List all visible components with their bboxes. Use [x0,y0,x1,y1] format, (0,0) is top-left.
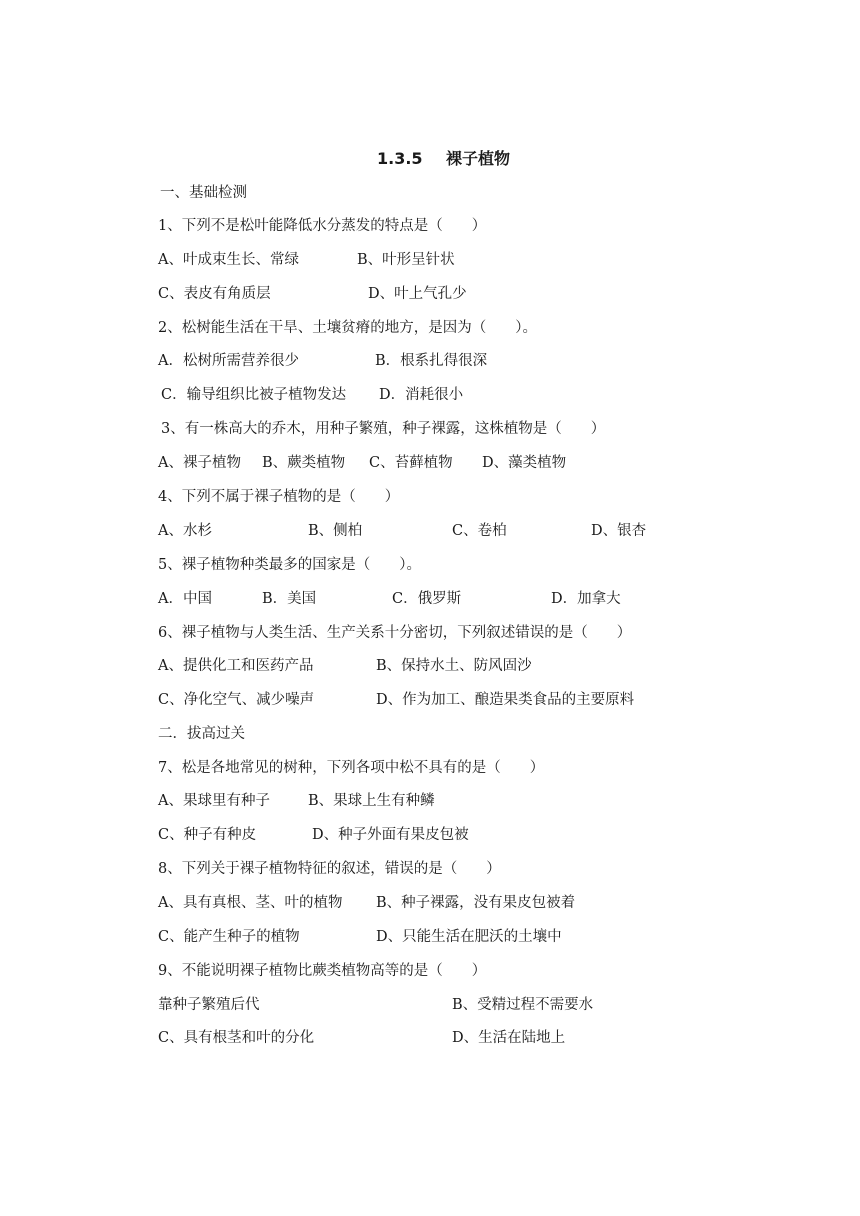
question-2-options-row [0,383,860,407]
question-7-options-row [0,789,860,813]
option: B、果球上生有种鳞 [308,793,435,809]
question-5-stem: 5、裸子植物种类最多的国家是（ ）。 [158,557,421,573]
document-title [0,146,860,172]
option: D．加拿大 [551,591,621,607]
option: C、具有根茎和叶的分化 [158,1030,315,1046]
option: D、银杏 [591,523,647,539]
option: D、叶上气孔少 [368,286,467,302]
question-3-options-row [0,451,860,475]
question-4-stem: 4、下列不属于裸子植物的是（ ） [158,489,400,505]
option: A、水杉 [158,523,212,539]
option: C、表皮有角质层 [158,286,271,302]
option: C．俄罗斯 [392,591,462,607]
question-5-options-row [0,587,860,611]
option: D、作为加工、酿造果类食品的主要原料 [376,692,635,708]
question-8-options-row [0,891,860,915]
option: C．输导组织比被子植物发达 [161,387,347,403]
question-9-options-row [0,993,860,1017]
question-7-stem: 7、松是各地常见的树种，下列各项中松不具有的是（ ） [158,760,545,776]
question-2-stem: 2、松树能生活在干旱、土壤贫瘠的地方，是因为（ ）。 [158,320,537,336]
title-number: 1.3.5 [377,149,423,168]
option: D、种子外面有果皮包被 [312,827,469,843]
option: B、侧柏 [308,523,363,539]
option: D、只能生活在肥沃的土壤中 [376,929,562,945]
question-9-stem: 9、不能说明裸子植物比蕨类植物高等的是（ ） [158,963,487,979]
option: B．根系扎得很深 [375,353,488,369]
question-7-options-row [0,823,860,847]
option: A、具有真根、茎、叶的植物 [158,895,343,911]
option: B．美国 [262,591,317,607]
option: B、种子裸露，没有果皮包被着 [376,895,576,911]
option: A．中国 [158,591,212,607]
question-4-options-row [0,519,860,543]
option: A、裸子植物 [158,455,241,471]
option: A、叶成束生长、常绿 [158,252,299,268]
question-3-stem: 3、有一株高大的乔木，用种子繁殖，种子裸露，这株植物是（ ） [161,421,606,437]
question-8-stem: 8、下列关于裸子植物特征的叙述，错误的是（ ） [158,861,501,877]
question-9-options-row [0,1026,860,1050]
question-6-options-row [0,688,860,712]
section-heading-advanced: 二．拔高过关 [158,726,245,742]
question-8-options-row [0,925,860,949]
option: B、叶形呈针状 [357,252,455,268]
option: D．消耗很小 [379,387,464,403]
option: 靠种子繁殖后代 [158,997,260,1013]
option: D、生活在陆地上 [452,1030,566,1046]
section-heading-basic: 一、基础检测 [160,185,247,201]
option: C、净化空气、减少噪声 [158,692,315,708]
question-1-options-row [0,248,860,272]
question-2-options-row [0,349,860,373]
option: A、果球里有种子 [158,793,270,809]
option: C、卷柏 [452,523,507,539]
option: D、藻类植物 [482,455,567,471]
option: B、受精过程不需要水 [452,997,594,1013]
option: A、提供化工和医药产品 [158,658,314,674]
option: C、种子有种皮 [158,827,257,843]
question-1-stem: 1、下列不是松叶能降低水分蒸发的特点是（ ） [158,218,487,234]
option: B、保持水土、防风固沙 [376,658,532,674]
question-6-options-row [0,654,860,678]
question-6-stem: 6、裸子植物与人类生活、生产关系十分密切，下列叙述错误的是（ ） [158,625,632,641]
option: B、蕨类植物 [262,455,346,471]
option: A．松树所需营养很少 [158,353,299,369]
question-1-options-row [0,282,860,306]
option: C、能产生种子的植物 [158,929,300,945]
title-text: 裸子植物 [446,149,511,168]
option: C、苔藓植物 [369,455,453,471]
